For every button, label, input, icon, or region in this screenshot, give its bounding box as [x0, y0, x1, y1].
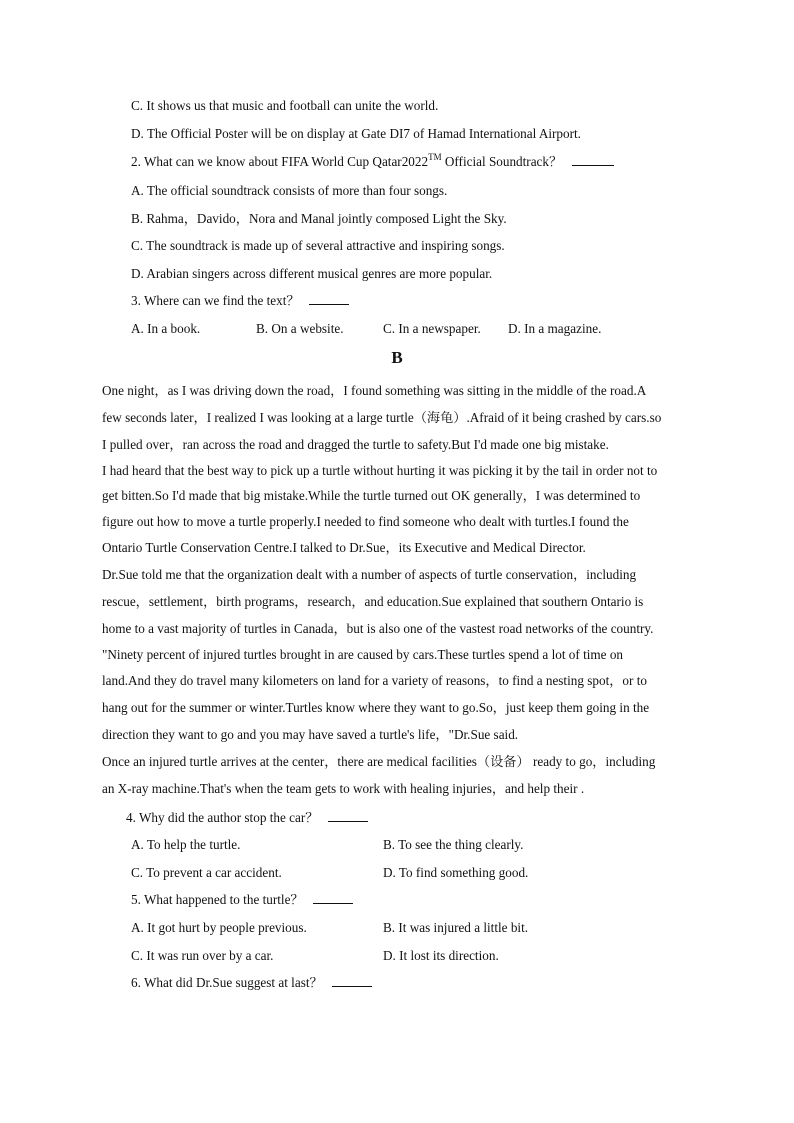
q3-option-a: A. In a book.	[131, 321, 201, 336]
passage-line: get bitten.So I'd made that big mistake.While the turtle turned out OK generally，I was determined to	[102, 488, 641, 503]
passage-line: direction they want to go and you may have saved a turtle's life，"Dr.Sue said.	[102, 727, 519, 742]
q4-option-b: B. To see the thing clearly.	[383, 837, 524, 852]
passage-line: Ontario Turtle Conservation Centre.I talked to Dr.Sue，its Executive and Medical Director.	[102, 540, 586, 555]
q6-stem-text: 6. What did Dr.Sue suggest at last？	[131, 975, 323, 990]
passage-line: I had heard that the best way to pick up a turtle without hurting it was picking it by the tail in order not to	[102, 463, 658, 478]
q2-stem-text: 2. What can we know about FIFA World Cup Qatar2022	[131, 154, 429, 169]
q2-stem	[131, 153, 614, 171]
q2-trademark: TM	[428, 152, 442, 162]
q2-option-b: B. Rahma，Davido，Nora and Manal jointly composed Light the Sky.	[131, 211, 507, 226]
passage-line: an X-ray machine.That's when the team gets to work with healing injuries，and help their .	[102, 781, 585, 796]
passage-line: rescue，settlement，birth programs，research，and education.Sue explained that southern Ontario is	[102, 594, 644, 609]
passage-line: Once an injured turtle arrives at the center，there are medical facilities（设备） ready to go，including	[102, 754, 656, 769]
section-heading-b: B	[391, 348, 403, 367]
q3-option-b: B. On a website.	[256, 321, 344, 336]
q3-option-c: C. In a newspaper.	[383, 321, 481, 336]
passage-line: One night，as I was driving down the road，I found something was sitting in the middle of the road.A	[102, 383, 647, 398]
q2-option-d: D. Arabian singers across different musical genres are more popular.	[131, 266, 493, 281]
passage-line: land.And they do travel many kilometers on land for a variety of reasons，to find a nesting spot，or to	[102, 673, 647, 688]
passage-line: "Ninety percent of injured turtles brought in are caused by cars.These turtles spend a lot of time on	[102, 647, 624, 662]
q4-option-c: C. To prevent a car accident.	[131, 865, 282, 880]
q2-option-a: A. The official soundtrack consists of more than four songs.	[131, 183, 448, 198]
q4-answer-blank[interactable]	[328, 809, 368, 822]
q2-option-c: C. The soundtrack is made up of several attractive and inspiring songs.	[131, 238, 505, 253]
q2-stem-text-end: Official Soundtrack？	[441, 154, 563, 169]
q4-option-d: D. To find something good.	[383, 865, 529, 880]
q1-option-d: D. The Official Poster will be on display at Gate DI7 of Hamad International Airport.	[131, 126, 581, 141]
q5-option-d: D. It lost its direction.	[383, 948, 499, 963]
q1-option-c: C. It shows us that music and football can unite the world.	[131, 98, 439, 113]
q5-option-b: B. It was injured a little bit.	[383, 920, 529, 935]
q4-stem	[126, 809, 368, 827]
q3-stem-text: 3. Where can we find the text？	[131, 293, 300, 308]
q6-stem	[131, 974, 372, 992]
q6-answer-blank[interactable]	[332, 974, 372, 987]
passage-line: Dr.Sue told me that the organization dealt with a number of aspects of turtle conservation，including	[102, 567, 637, 582]
q5-stem-text: 5. What happened to the turtle？	[131, 892, 304, 907]
passage-line: hang out for the summer or winter.Turtles know where they want to go.So，just keep them going in the	[102, 700, 650, 715]
q3-answer-blank[interactable]	[309, 292, 349, 305]
q4-stem-text: 4. Why did the author stop the car？	[126, 810, 319, 825]
passage-line: figure out how to move a turtle properly.I needed to find someone who dealt with turtles.I found the	[102, 514, 629, 529]
q2-answer-blank[interactable]	[572, 153, 614, 166]
q4-option-a: A. To help the turtle.	[131, 837, 241, 852]
q5-option-c: C. It was run over by a car.	[131, 948, 274, 963]
q5-stem	[131, 891, 353, 909]
q5-answer-blank[interactable]	[313, 891, 353, 904]
q3-stem	[131, 292, 349, 310]
q5-option-a: A. It got hurt by people previous.	[131, 920, 307, 935]
passage-line: home to a vast majority of turtles in Canada，but is also one of the vastest road networks of the country.	[102, 621, 654, 636]
q3-option-d: D. In a magazine.	[508, 321, 602, 336]
passage-line: I pulled over，ran across the road and dragged the turtle to safety.But I'd made one big mistake.	[102, 437, 609, 452]
passage-line: few seconds later，I realized I was looking at a large turtle（海龟）.Afraid of it being crashed by cars.so	[102, 410, 662, 425]
